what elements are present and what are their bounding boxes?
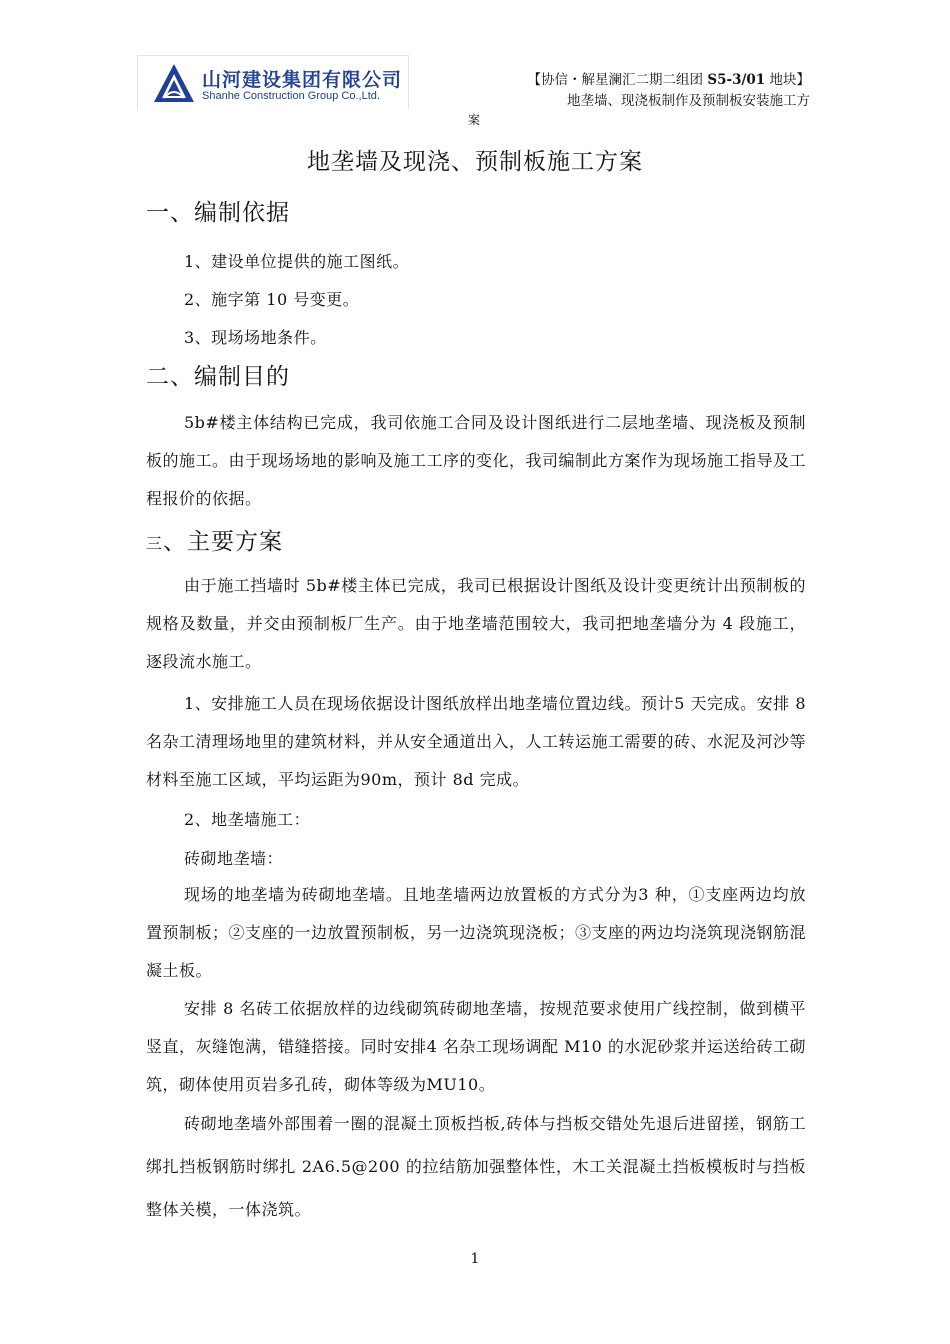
header-line-1: 【协信・解星澜汇二期二组团 S5-3/01 地块】 <box>527 72 810 88</box>
header-line-3: 案 <box>468 113 481 127</box>
plan-paragraph-2: 1、安排施工人员在现场依据设计图纸放样出地垄墙位置边线。预计5 天完成。安排 8 名杂工清理场地里的建筑材料，并从安全通道出入，人工转运施工需要的砖、水泥及河沙等材料至施工区域，平均运距为90m，预计 8d 完成。 <box>146 694 807 789</box>
purpose-paragraph: 5b#楼主体结构已完成，我司依施工合同及设计图纸进行二层地垄墙、现浇板及预制板的施工。由于现场场地的影响及施工工序的变化，我司编制此方案作为现场施工指导及工程报价的依据。 <box>146 413 807 508</box>
plan-paragraph-3: 现场的地垄墙为砖砌地垄墙。且地垄墙两边放置板的方式分为3 种，①支座两边均放置预制板；②支座的一边放置预制板，另一边浇筑现浇板；③支座的两边均浇筑现浇钢筋混凝土板。 <box>146 885 807 980</box>
plan-paragraph-1: 由于施工挡墙时 5b#楼主体已完成，我司已根据设计图纸及设计变更统计出预制板的规格及数量，并交由预制板厂生产。由于地垄墙范围较大，我司把地垄墙分为 4 段施工，逐段流水施工。 <box>146 576 806 671</box>
plan-item-2: 2、地垄墙施工： <box>184 810 311 829</box>
header-project-info <box>528 70 810 112</box>
mountain-logo-icon <box>152 62 196 104</box>
header-line-2: 地垄墙、现浇板制作及预制板安装施工方 <box>567 93 810 109</box>
plan-paragraph-4: 安排 8 名砖工依据放样的边线砌筑砖砌地垄墙，按规范要求使用广线控制，做到横平竖直，灰缝饱满，错缝搭接。同时安排4 名杂工现场调配 M10 的水泥砂浆并运送给砖工砌筑，砌体使用页岩多孔砖，砌体等级为MU10。 <box>146 999 806 1094</box>
section-1-heading: 一、编制依据 <box>146 200 290 226</box>
section-2-heading: 二、编制目的 <box>146 364 290 390</box>
basis-item-3: 3、现场场地条件。 <box>184 328 327 347</box>
company-logo <box>137 55 409 110</box>
basis-item-2: 2、施字第 10 号变更。 <box>184 290 360 309</box>
document-title: 地垄墙及现浇、预制板施工方案 <box>307 149 643 175</box>
logo-company-name-cn: 山河建设集团有限公司 <box>202 69 403 91</box>
brick-wall-label: 砖砌地垄墙： <box>184 849 284 868</box>
page-number: 1 <box>470 1251 480 1267</box>
plan-paragraph-5: 砖砌地垄墙外部围着一圈的混凝土顶板挡板,砖体与挡板交错处先退后进留搓，钢筋工绑扎挡板钢筋时绑扎 2A6.5@200 的拉结筋加强整体性，木工关混凝土挡板模板时与挡板整体关模，一体浇筑。 <box>146 1114 806 1219</box>
basis-item-1: 1、建设单位提供的施工图纸。 <box>184 252 410 271</box>
logo-company-name-en: Shanhe Construction Group Co.,Ltd. <box>202 90 380 102</box>
section-3-heading: 三、主要方案 <box>146 529 284 555</box>
